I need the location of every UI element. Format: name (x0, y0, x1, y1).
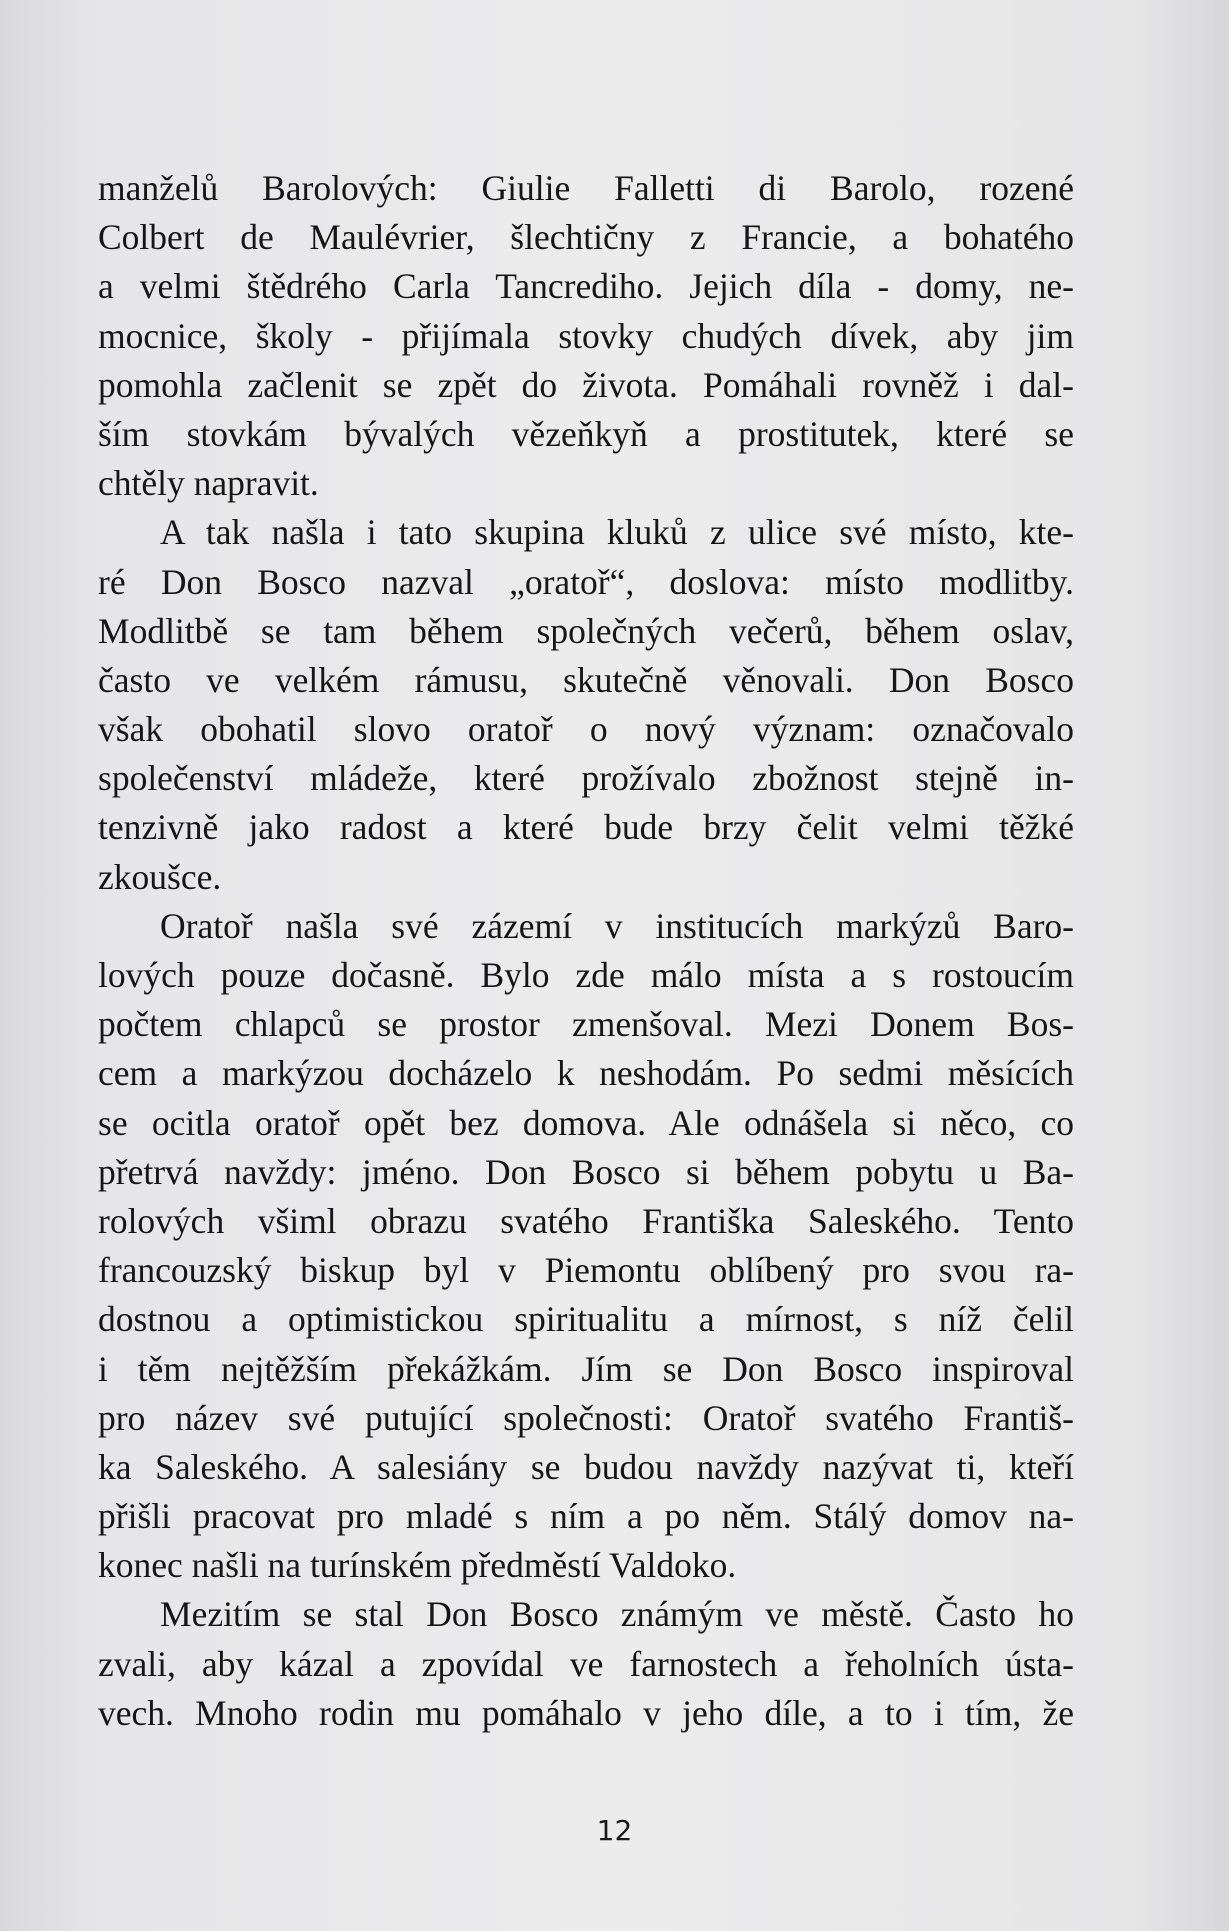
text-line: a velmi štědrého Carla Tancrediho. Jejich díla - domy, ne- (98, 266, 1074, 307)
text-line: dostnou a optimistickou spiritualitu a mírnost, s níž čelil (98, 1299, 1074, 1340)
text-line: společenství mládeže, které prožívalo zbožnost stejně in- (98, 758, 1074, 799)
text-line: se ocitla oratoř opět bez domova. Ale odnášela si něco, co (98, 1102, 1074, 1143)
text-line: často ve velkém rámusu, skutečně věnovali. Don Bosco (98, 659, 1074, 700)
text-line: Colbert de Maulévrier, šlechtičny z Francie, a bohatého (98, 217, 1074, 258)
page-number: 12 (596, 1814, 633, 1847)
text-line: počtem chlapců se prostor zmenšoval. Mezi Donem Bos- (98, 1004, 1074, 1045)
text-line: pro název své putující společnosti: Oratoř svatého Františ- (98, 1397, 1074, 1438)
text-line: ré Don Bosco nazval „oratoř“, doslova: místo modlitby. (98, 561, 1074, 602)
text-line: Modlitbě se tam během společných večerů, během oslav, (98, 610, 1074, 651)
text-line: přetrvá navždy: jméno. Don Bosco si během pobytu u Ba- (98, 1151, 1074, 1192)
text-line: konec našli na turínském předměstí Valdoko. (98, 1545, 737, 1586)
text-line: vech. Mnoho rodin mu pomáhalo v jeho díle, a to i tím, že (98, 1692, 1074, 1733)
text-line: A tak našla i tato skupina kluků z ulice své místo, kte- (160, 512, 1074, 553)
text-line: francouzský biskup byl v Piemontu oblíbený pro svou ra- (98, 1250, 1074, 1291)
body-text (98, 164, 1074, 1738)
text-line: mocnice, školy - přijímala stovky chudých dívek, aby jim (98, 315, 1074, 356)
text-line: tenzivně jako radost a které bude brzy čelit velmi těžké (98, 807, 1074, 848)
text-line: ka Saleského. A salesiány se budou navždy nazývat ti, kteří (98, 1446, 1074, 1487)
text-line: přišli pracovat pro mladé s ním a po něm. Stálý domov na- (98, 1496, 1074, 1537)
text-line: lových pouze dočasně. Bylo zde málo místa a s rostoucím (98, 955, 1074, 995)
text-line: zvali, aby kázal a zpovídal ve farnostech a řeholních ústa- (98, 1643, 1074, 1684)
text-line: ším stovkám bývalých vězeňkyň a prostitutek, které se (98, 413, 1074, 454)
text-line: rolových všiml obrazu svatého Františka Saleského. Tento (98, 1200, 1074, 1241)
text-line: manželů Barolových: Giulie Falletti di Barolo, rozené (98, 168, 1074, 208)
text-line: i těm nejtěžším překážkám. Jím se Don Bosco inspiroval (98, 1348, 1074, 1389)
text-line: však obohatil slovo oratoř o nový význam: označovalo (98, 709, 1074, 750)
text-line: pomohla začlenit se zpět do života. Pomáhali rovněž i dal- (98, 364, 1074, 405)
text-line: Mezitím se stal Don Bosco známým ve městě. Často ho (160, 1594, 1074, 1635)
text-line: cem a markýzou docházelo k neshodám. Po sedmi měsících (98, 1053, 1074, 1094)
text-line: chtěly napravit. (98, 463, 319, 504)
text-line: Oratoř našla své zázemí v institucích markýzů Baro- (160, 905, 1074, 946)
text-line: zkoušce. (98, 856, 222, 897)
